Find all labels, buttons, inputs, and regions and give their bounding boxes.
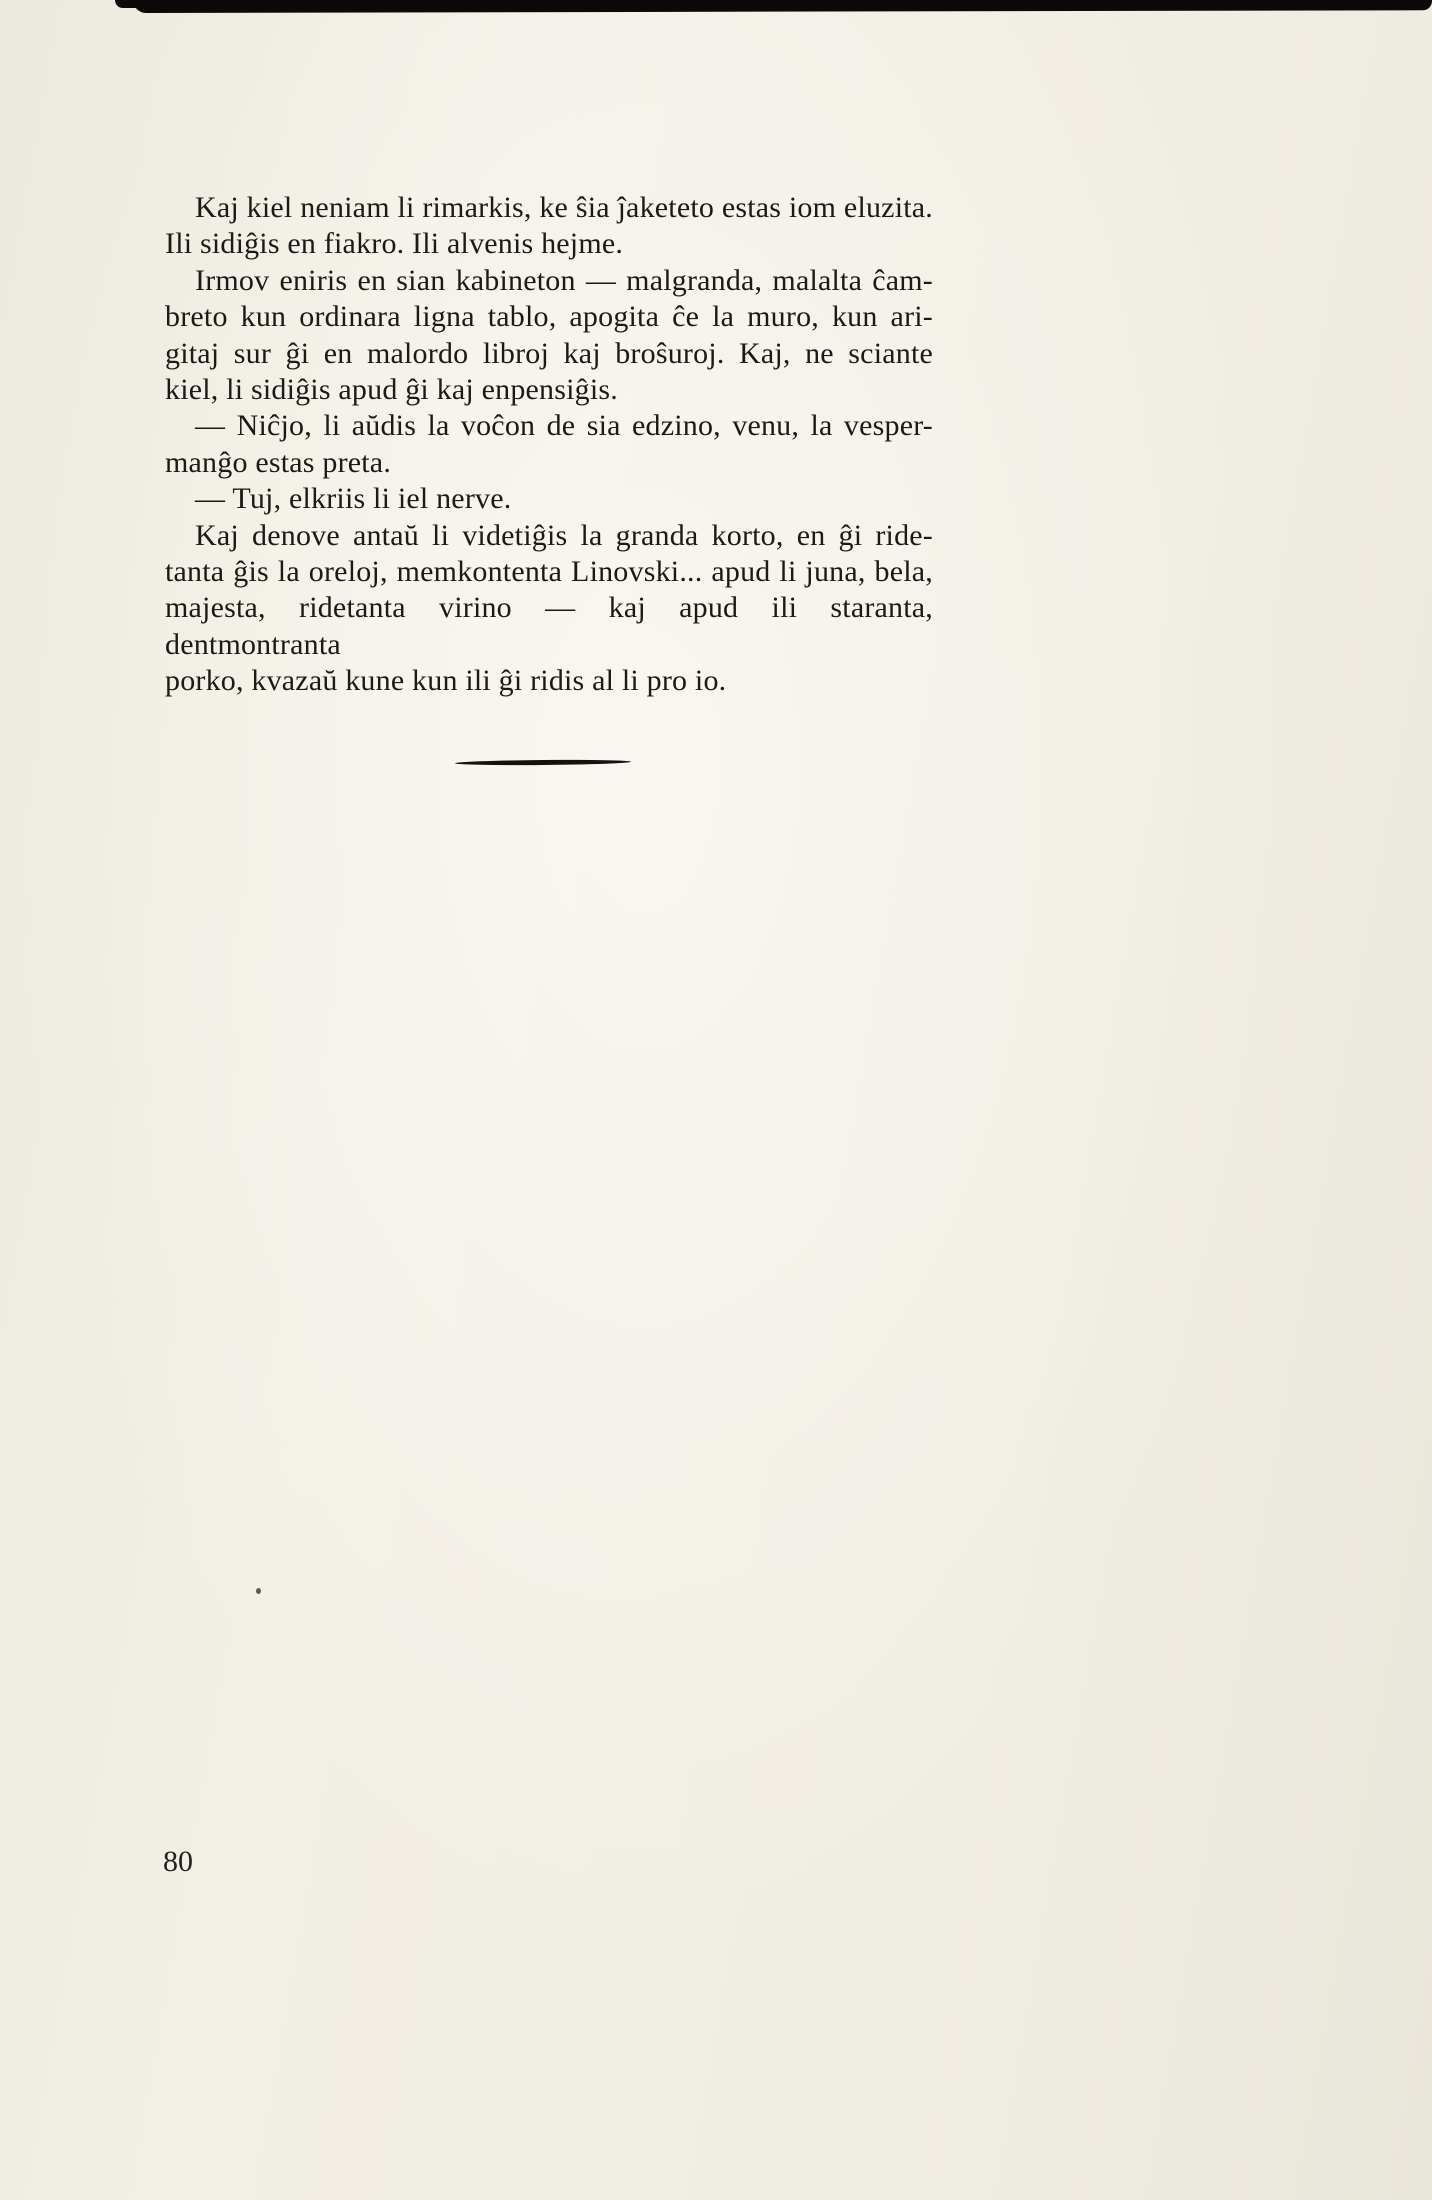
section-divider	[455, 759, 631, 766]
text-line: tanta ĝis la oreloj, memkontenta Linovski... apud li juna, bela,	[165, 555, 933, 589]
scan-edge-artifact	[133, 0, 1432, 13]
text-line: Kaj kiel neniam li rimarkis, ke ŝia ĵaketeto estas iom eluzita.	[195, 191, 933, 224]
text-line: — Niĉjo, li aŭdis la voĉon de sia edzino, venu, la vesper-	[195, 409, 933, 443]
scan-speck-artifact	[256, 1588, 261, 1594]
text-line: breto kun ordinara ligna tablo, apogita ĉe la muro, kun ari-	[165, 300, 933, 334]
text-line: majesta, ridetanta virino — kaj apud ili staranta, dentmontranta	[165, 591, 933, 661]
text-line: manĝo estas preta.	[165, 445, 392, 479]
text-line: — Tuj, elkriis li iel nerve.	[195, 482, 512, 516]
page-number: 80	[163, 1845, 193, 1878]
text-line: Ili sidiĝis en fiakro. Ili alvenis hejme.	[165, 227, 624, 261]
text-line: kiel, li sidiĝis apud ĝi kaj enpensiĝis.	[165, 373, 618, 407]
body-text-block	[165, 190, 933, 700]
text-line: porko, kvazaŭ kune kun ili ĝi ridis al li pro io.	[165, 664, 727, 698]
text-line: Irmov eniris en sian kabineton — malgranda, malalta ĉam-	[195, 263, 933, 297]
text-line: gitaj sur ĝi en malordo libroj kaj broŝuroj. Kaj, ne sciante	[165, 336, 933, 370]
text-line: Kaj denove antaŭ li videtiĝis la granda korto, en ĝi ride-	[195, 518, 933, 552]
